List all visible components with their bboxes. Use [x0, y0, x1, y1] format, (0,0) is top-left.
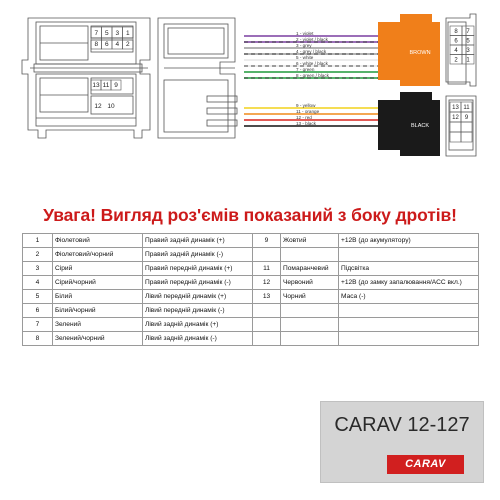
pin-number-cell: [253, 248, 281, 262]
pin-numbers-upper: [91, 27, 133, 49]
function-cell: [339, 318, 479, 332]
pin-number: 11: [102, 82, 110, 90]
wire-label: 3 - grey: [296, 42, 312, 48]
function-cell: Підсвітка: [339, 262, 479, 276]
wire-color-cell: Фіолетовий/чорний: [53, 248, 143, 262]
wire-label: 13 - black: [296, 120, 316, 126]
function-cell: [339, 248, 479, 262]
wire-label: 5 - white: [296, 54, 314, 60]
function-cell: +12В (до замку запалювання/ACC вкл.): [339, 276, 479, 290]
function-cell: +12В (до акумулятору): [339, 234, 479, 248]
face-pin-number: 8: [454, 28, 458, 35]
wire-color-cell: [281, 332, 339, 346]
pin-number-cell: 6: [23, 304, 53, 318]
pin-number: 3: [115, 29, 120, 37]
pinout-table-body: [23, 234, 479, 346]
function-cell: [339, 332, 479, 346]
wire-label: 2 - violet / black: [296, 36, 328, 42]
face-pin-number: 12: [452, 115, 459, 122]
pin-number: 8: [94, 40, 99, 48]
pin-number-cell: [253, 304, 281, 318]
pin-number: 10: [107, 103, 115, 110]
wire-color-cell: [281, 304, 339, 318]
face-pin-number: 2: [454, 57, 458, 64]
pin-number-cell: 9: [253, 234, 281, 248]
face-pin-number: 3: [466, 47, 470, 54]
wire-color-cell: Червоний: [281, 276, 339, 290]
face-pin-number: 13: [452, 105, 459, 112]
function-cell: Правий задній динамік (+): [143, 234, 253, 248]
pin-number-cell: [253, 318, 281, 332]
table-row: [23, 262, 479, 276]
wire-label: 1 - violet: [296, 30, 314, 36]
table-row: [23, 304, 479, 318]
pin-number-cell: 8: [23, 332, 53, 346]
wire-color-cell: Помаранчевий: [281, 262, 339, 276]
brown-connector-label: BROWN: [409, 50, 431, 56]
pin-number-cell: 4: [23, 276, 53, 290]
function-cell: [339, 304, 479, 318]
wire-color-cell: [281, 248, 339, 262]
pin-number: 6: [104, 40, 109, 48]
brown-connector: [378, 14, 440, 86]
pin-number-cell: 11: [253, 262, 281, 276]
wires-black-group: [244, 103, 378, 126]
pin-number: 13: [92, 82, 100, 90]
wire-label: 6 - white / black: [296, 60, 328, 66]
face-pin-cell: [450, 132, 461, 142]
pin-number-cell: 3: [23, 262, 53, 276]
product-label: [320, 401, 484, 483]
function-cell: Правий передній динамік (+): [143, 262, 253, 276]
pin-number: 2: [125, 40, 130, 48]
pinout-table: [22, 233, 479, 346]
face-pin-number: 5: [466, 38, 470, 45]
pin-number-cell: 7: [23, 318, 53, 332]
pin-number-cell: 12: [253, 276, 281, 290]
black-connector-label: BLACK: [410, 123, 430, 129]
brand-logo: CARAV: [387, 455, 464, 474]
face-pin-cell: [461, 122, 472, 132]
face-pin-number: 11: [463, 105, 470, 112]
iso-connector-drawing: [22, 18, 150, 138]
pin-number: 7: [94, 29, 99, 37]
table-row: [23, 290, 479, 304]
pin-numbers-lower: [91, 80, 121, 110]
wire-label: 9 - yellow: [296, 102, 316, 108]
iso-connector-side-drawing: [158, 18, 237, 138]
pin-number-cell: 2: [23, 248, 53, 262]
pin-number: 5: [104, 29, 109, 37]
wire-color-cell: Зелений: [53, 318, 143, 332]
wire-color-cell: Білий/чорний: [53, 304, 143, 318]
pin-number-cell: 1: [23, 234, 53, 248]
pin-number-cell: [253, 332, 281, 346]
pin-number: 12: [94, 103, 102, 110]
product-model: CARAV 12-127: [334, 414, 470, 436]
brown-connector-face: [446, 14, 476, 86]
face-pin-number: 9: [464, 115, 469, 122]
function-cell: Правий задній динамік (-): [143, 248, 253, 262]
function-cell: Лівий передній динамік (-): [143, 304, 253, 318]
wire-color-cell: Сірий/чорний: [53, 276, 143, 290]
table-row: [23, 248, 479, 262]
wire-color-cell: Фіолетовий: [53, 234, 143, 248]
pin-number: 4: [115, 40, 120, 48]
pin-number-cell: 5: [23, 290, 53, 304]
table-row: [23, 276, 479, 290]
face-pin-cell: [461, 132, 472, 142]
table-row: [23, 234, 479, 248]
warning-text: Увага! Вигляд роз'ємів показаний з боку дротів!: [43, 205, 457, 225]
wire-label: 11 - orange: [296, 108, 320, 114]
pin-number: 9: [114, 82, 118, 90]
function-cell: Лівий передній динамік (+): [143, 290, 253, 304]
wires-brown-group: [244, 31, 378, 78]
wire-color-cell: Сірий: [53, 262, 143, 276]
table-row: [23, 332, 479, 346]
wire-color-cell: Білий: [53, 290, 143, 304]
function-cell: Лівий задній динамік (-): [143, 332, 253, 346]
function-cell: Маса (-): [339, 290, 479, 304]
wire-label: 8 - green / black: [296, 72, 329, 78]
wire-color-cell: Зелений/чорний: [53, 332, 143, 346]
pin-number-cell: 13: [253, 290, 281, 304]
wiring-diagram: [0, 0, 500, 200]
wire-color-cell: Чорний: [281, 290, 339, 304]
wire-label: 7 - green: [296, 66, 315, 72]
face-pin-number: 6: [454, 38, 458, 45]
brown-face-pin-numbers: [450, 26, 474, 64]
table-row: [23, 318, 479, 332]
function-cell: Правий передній динамік (-): [143, 276, 253, 290]
wire-label: 12 - red: [296, 114, 312, 120]
face-pin-number: 4: [454, 47, 458, 54]
wire-color-cell: [281, 318, 339, 332]
function-cell: Лівий задній динамік (+): [143, 318, 253, 332]
wire-label: 4 - grey / black: [296, 48, 327, 54]
face-pin-cell: [450, 122, 461, 132]
pin-number: 1: [125, 29, 130, 37]
wire-color-cell: Жовтий: [281, 234, 339, 248]
face-pin-number: 7: [466, 28, 470, 35]
black-connector: [378, 92, 440, 156]
black-face-pin-numbers: [450, 102, 472, 142]
face-pin-number: 1: [466, 57, 470, 64]
